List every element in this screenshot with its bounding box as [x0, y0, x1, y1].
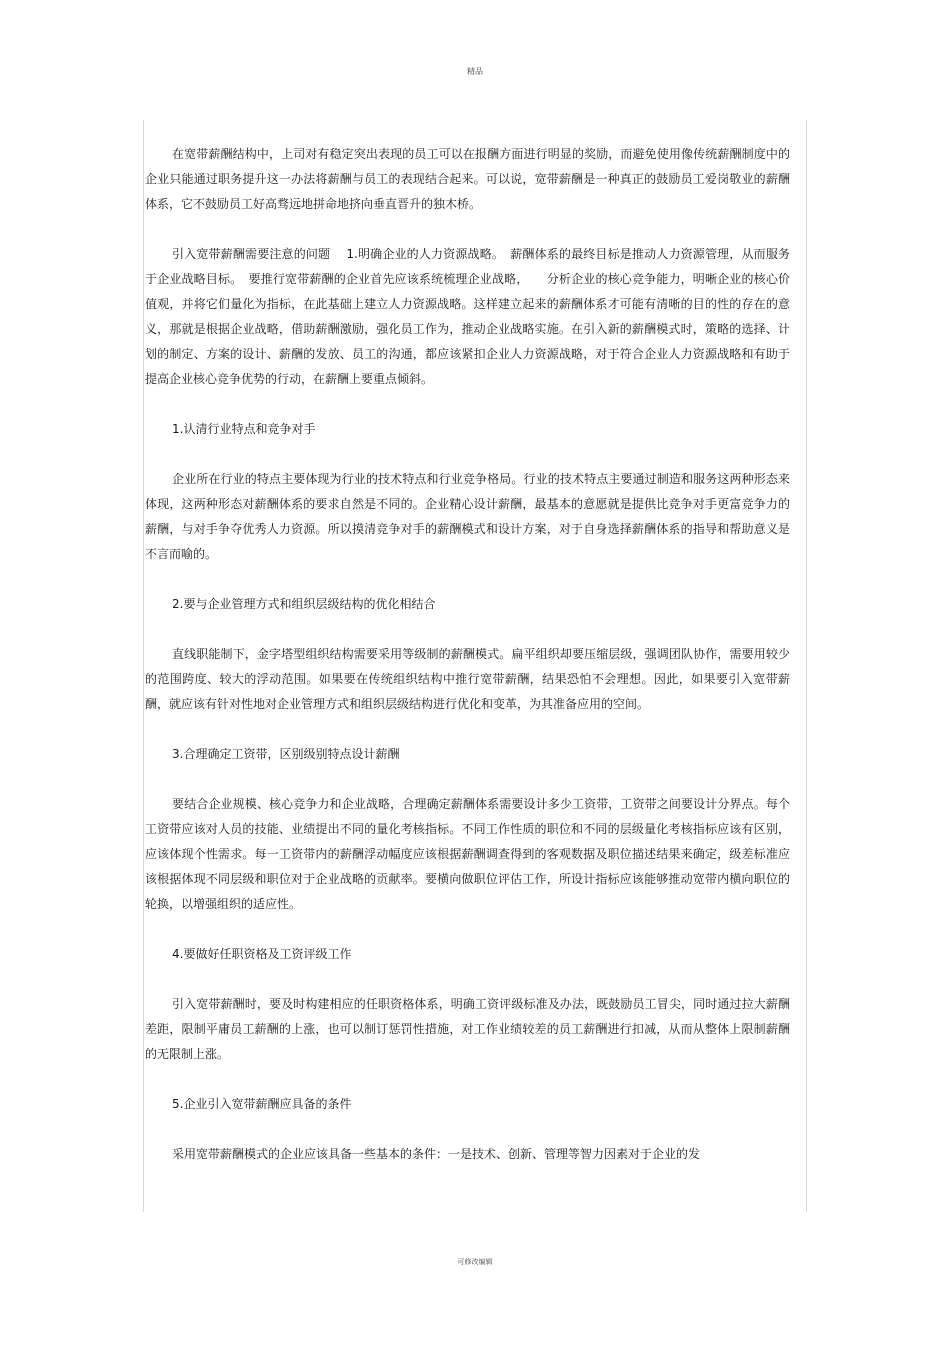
paragraph-pay-bands: 要结合企业规模、核心竞争力和企业战略，合理确定薪酬体系需要设计多少工资带，工资带之间要设计分界点。每个工资带应该对人员的技能、业绩提出不同的量化考核指标。不同工作性质的职位和不同的层级量化考核指标应该有区别，应该体现个性需求。每一工资带内的薪酬浮动幅度应该根据薪酬调查得到的客观数据及职位描述结果来确定，级差标准应该根据体现不同层级和职位对于企业战略的贡献率。要横向做职位评估工作，所设计指标应该能够推动宽带内横向职位的轮换，以增强组织的适应性。: [145, 797, 790, 911]
page-frame-left-border: [143, 120, 144, 1212]
page-footer: 可修改编辑: [457, 1258, 493, 1266]
paragraph-qualification: 引入宽带薪酬时，要及时构建相应的任职资格体系，明确工资评级标准及办法，既鼓励员工冒尖，同时通过拉大薪酬差距，限制平庸员工薪酬的上涨，也可以制订惩罚性措施，对工作业绩较差的员工薪酬进行扣减，从而从整体上限制薪酬的无限制上涨。: [145, 997, 790, 1061]
paragraph-organization: 直线职能制下，金字塔型组织结构需要采用等级制的薪酬模式。扁平组织却要压缩层级，强调团队协作，需要用较少的范围跨度、较大的浮动范围。如果要在传统组织结构中推行宽带薪酬，结果恐怕不会理想。因此，如果要引入宽带薪酬，就应该有针对性地对企业管理方式和组织层级结构进行优化和变革，为其准备应用的空间。: [145, 647, 790, 711]
section-heading-3: 3.合理确定工资带，区别级别特点设计薪酬: [172, 747, 400, 761]
section-heading-4: 4.要做好任职资格及工资评级工作: [172, 947, 352, 961]
section-heading-2: 2.要与企业管理方式和组织层级结构的优化相结合: [172, 597, 436, 611]
paragraph-broadband-intro: 在宽带薪酬结构中，上司对有稳定突出表现的员工可以在报酬方面进行明显的奖励，而避免使用像传统薪酬制度中的企业只能通过职务提升这一办法将薪酬与员工的表现结合起来。可以说，宽带薪酬是一种真正的鼓励员工爱岗敬业的薪酬体系，它不鼓励员工好高骛远地拼命地挤向垂直晋升的独木桥。: [145, 147, 790, 211]
page-frame-right-border: [806, 120, 807, 1212]
paragraph-industry: 企业所在行业的特点主要体现为行业的技术特点和行业竞争格局。行业的技术特点主要通过制造和服务这两种形态来体现，这两种形态对薪酬体系的要求自然是不同的。企业精心设计薪酬，最基本的意愿就是提供比竞争对手更富竞争力的薪酬，与对手争夺优秀人力资源。所以摸清竞争对手的薪酬模式和设计方案，对于自身选择薪酬体系的指导和帮助意义是不言而喻的。: [145, 472, 790, 561]
section-heading-5: 5.企业引入宽带薪酬应具备的条件: [172, 1097, 352, 1111]
paragraph-conditions: 采用宽带薪酬模式的企业应该具备一些基本的条件：一是技术、创新、管理等智力因素对于企业的发: [172, 1147, 701, 1161]
paragraph-hr-strategy: 引入宽带薪酬需要注意的问题 1.明确企业的人力资源战略。 薪酬体系的最终目标是推动人力资源管理，从而服务于企业战略目标。 要推行宽带薪酬的企业首先应该系统梳理企业战略， 分析企业的核心竞争能力，明晰企业的核心价值观，并将它们量化为指标，在此基础上建立人力资源战略。这样建立起来的薪酬体系才可能有清晰的目的性的存在的意义，那就是根据企业战略，借助薪酬激励，强化员工作为，推动企业战略实施。在引入新的薪酬模式时，策略的选择、计划的制定、方案的设计、薪酬的发放、员工的沟通，都应该紧扣企业人力资源战略，对于符合企业人力资源战略和有助于提高企业核心竞争优势的行动，在薪酬上要重点倾斜。: [145, 247, 790, 386]
section-heading-1: 1.认清行业特点和竞争对手: [172, 422, 316, 436]
page-header: 精品: [467, 67, 483, 76]
document-body: [145, 142, 790, 1192]
